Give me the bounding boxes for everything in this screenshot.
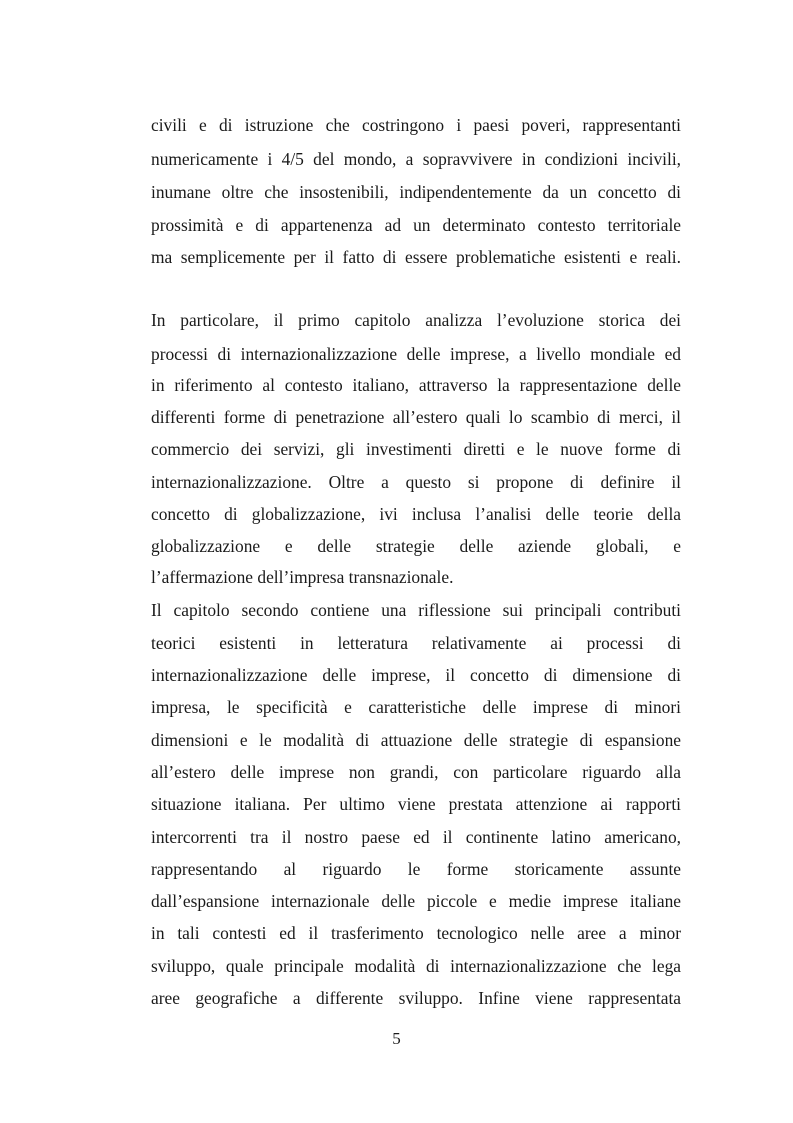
text-line: dimensioni e le modalità di attuazione delle strategie di espansione [151, 730, 681, 750]
text-line: in tali contesti ed il trasferimento tecnologico nelle aree a minor [151, 923, 681, 943]
text-line: teorici esistenti in letteratura relativamente ai processi di [151, 633, 681, 653]
text-line: situazione italiana. Per ultimo viene prestata attenzione ai rapporti [151, 794, 681, 814]
page-number: 5 [392, 1029, 401, 1048]
text-line: l’affermazione dell’impresa transnazionale. [151, 567, 454, 587]
text-line: differenti forme di penetrazione all’estero quali lo scambio di merci, il [151, 407, 681, 427]
text-line: commercio dei servizi, gli investimenti diretti e le nuove forme di [151, 439, 681, 459]
text-line: dall’espansione internazionale delle piccole e medie imprese italiane [151, 891, 681, 911]
text-line: globalizzazione e delle strategie delle aziende globali, e [151, 536, 681, 556]
text-line: internazionalizzazione. Oltre a questo si propone di definire il [151, 472, 681, 492]
text-line: in riferimento al contesto italiano, attraverso la rappresentazione delle [151, 375, 681, 395]
text-line: internazionalizzazione delle imprese, il concetto di dimensione di [151, 665, 681, 685]
text-line: sviluppo, quale principale modalità di internazionalizzazione che lega [151, 956, 681, 976]
text-line: all’estero delle imprese non grandi, con particolare riguardo alla [151, 762, 681, 782]
text-line: In particolare, il primo capitolo analizza l’evoluzione storica dei [151, 310, 681, 330]
text-line: aree geografiche a differente sviluppo. Infine viene rappresentata [151, 988, 681, 1008]
text-line: numericamente i 4/5 del mondo, a sopravvivere in condizioni incivili, [151, 149, 681, 169]
text-line: Il capitolo secondo contiene una riflessione sui principali contributi [151, 600, 681, 620]
text-line: intercorrenti tra il nostro paese ed il continente latino americano, [151, 827, 681, 847]
text-line: ma semplicemente per il fatto di essere problematiche esistenti e reali. [151, 247, 681, 267]
text-line: concetto di globalizzazione, ivi inclusa l’analisi delle teorie della [151, 504, 681, 524]
text-line: prossimità e di appartenenza ad un determinato contesto territoriale [151, 215, 681, 235]
text-line: civili e di istruzione che costringono i paesi poveri, rappresentanti [151, 115, 681, 135]
text-line: impresa, le specificità e caratteristiche delle imprese di minori [151, 697, 681, 717]
text-line: inumane oltre che insostenibili, indipendentemente da un concetto di [151, 182, 681, 202]
text-line: rappresentando al riguardo le forme storicamente assunte [151, 859, 681, 879]
text-line: processi di internazionalizzazione delle imprese, a livello mondiale ed [151, 344, 681, 364]
